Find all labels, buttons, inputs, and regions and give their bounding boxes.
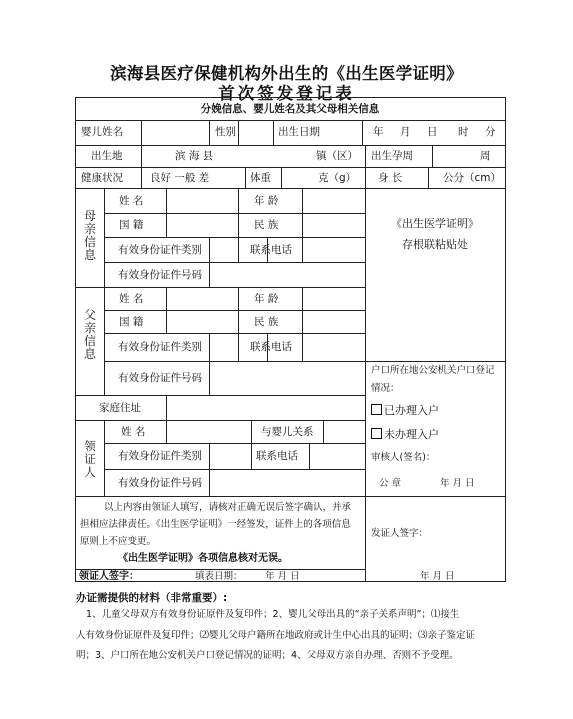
applicant-id-number-label: 有效身份证件号码	[118, 477, 202, 489]
birthplace-label: 出生地	[91, 150, 123, 162]
issuer-signature-label: 发证人签字：	[371, 528, 429, 539]
height-label: 身 长	[378, 172, 403, 184]
mother-name-label: 姓 名	[119, 195, 144, 207]
birth-year-unit: 年	[373, 126, 384, 138]
required-materials-line-1: 1、儿童父母双方有效身份证原件及复印件；2、婴儿父母出具的“亲子关系声明”；⑴接生	[86, 609, 460, 620]
not-registered-option-label: 未办理入户	[384, 428, 439, 441]
father-phone-label: 联系电话	[250, 341, 292, 353]
county-name: 滨 海 县	[175, 150, 214, 162]
birth-hour-unit: 时	[458, 126, 469, 138]
seal-date-label: 年 月 日	[440, 478, 475, 489]
fill-date-units: 年 月 日	[265, 571, 300, 582]
mother-id-number-label: 有效身份证件号码	[118, 269, 202, 281]
not-registered-option[interactable]	[371, 428, 439, 440]
baby-name-label: 婴儿姓名	[81, 126, 123, 138]
required-materials-title: 办证需提供的材料（非常重要）:	[76, 592, 228, 604]
fill-date-label: 填表日期：	[195, 571, 243, 582]
registration-form-table	[75, 97, 506, 582]
applicant-name-label: 姓 名	[121, 426, 146, 438]
form-title-line2: 首次签发登记表	[218, 84, 355, 103]
section-header: 分娩信息、婴儿姓名及其父母相关信息	[200, 103, 380, 115]
issuer-date-label: 年 月 日	[420, 571, 455, 582]
official-seal-label: 公 章	[379, 478, 402, 489]
father-name-label: 姓 名	[119, 293, 144, 305]
father-id-number-label: 有效身份证件号码	[118, 372, 202, 384]
health-label: 健康状况	[81, 172, 123, 184]
mother-age-label: 年 龄	[254, 195, 279, 207]
father-ethnicity-label: 民 族	[254, 316, 279, 328]
height-unit: 公分（cm）	[443, 172, 502, 184]
father-id-type-label: 有效身份证件类别	[118, 341, 202, 353]
applicant-id-type-label: 有效身份证件类别	[118, 450, 202, 462]
registered-checkbox[interactable]	[371, 404, 382, 415]
father-section-label: 父亲信息	[83, 308, 96, 361]
required-materials-line-3: 明；3、户口所在地公安机关户口登记情况的证明；4、父母双方亲自办理、否则不予受理。	[76, 650, 459, 661]
applicant-phone-label: 联系电话	[256, 450, 298, 462]
required-materials-list	[76, 605, 506, 667]
mother-id-type-label: 有效身份证件类别	[118, 244, 202, 256]
birth-day-unit: 日	[427, 126, 438, 138]
mother-section-label: 母亲信息	[83, 209, 96, 262]
mother-nationality-label: 国 籍	[119, 219, 144, 231]
not-registered-checkbox[interactable]	[371, 428, 382, 439]
gestation-label: 出生孕周	[371, 150, 413, 162]
household-registration-label: 户口所在地公安机关户口登记	[371, 365, 495, 376]
mother-ethnicity-label: 民 族	[254, 219, 279, 231]
form-title-line1: 滨海县医疗保健机构外出生的《出生医学证明》	[110, 64, 463, 83]
confirmation-statement: 《出生医学证明》各项信息核对无误。	[118, 553, 288, 564]
applicant-signature-label: 领证人签字：	[79, 571, 139, 582]
declaration-text: 以上内容由领证人填写，请核对正确无误后签字确认，并承担相应法律责任。《出生医学证明》一经签发，证件上的各项信息原则上不应变更。	[80, 502, 352, 547]
health-options: 良好 一般 差	[150, 172, 210, 184]
home-address-label: 家庭住址	[99, 402, 141, 414]
birth-month-unit: 月	[400, 126, 411, 138]
required-materials-line-2: 人有效身份证原件及复印件；⑵婴儿父母户籍所在地政府或计生中心出具的证明；⑶亲子鉴定证	[76, 629, 476, 641]
town-suffix: 镇（区）	[316, 150, 358, 162]
registered-option-label: 已办理入户	[384, 404, 439, 417]
certificate-stub-paste-area: 存根联粘贴处	[402, 238, 468, 251]
applicant-section-label: 领证人	[84, 439, 96, 479]
gestation-unit: 周	[480, 150, 491, 162]
certificate-stub-title: 《出生医学证明》	[391, 217, 479, 230]
birth-minute-unit: 分	[485, 126, 496, 138]
father-nationality-label: 国 籍	[119, 316, 144, 328]
sex-label: 性别	[215, 126, 236, 138]
mother-phone-label: 联系电话	[250, 244, 292, 256]
household-registration-status-label: 情况：	[371, 383, 400, 394]
birth-date-label: 出生日期	[278, 126, 320, 138]
reviewer-signature-label: 审核人(签名)：	[371, 452, 436, 463]
weight-unit: 克（g）	[318, 172, 357, 184]
applicant-relation-label: 与婴儿关系	[261, 426, 314, 438]
father-age-label: 年 龄	[254, 293, 279, 305]
registered-option[interactable]	[371, 404, 439, 416]
weight-label: 体重	[250, 172, 271, 184]
